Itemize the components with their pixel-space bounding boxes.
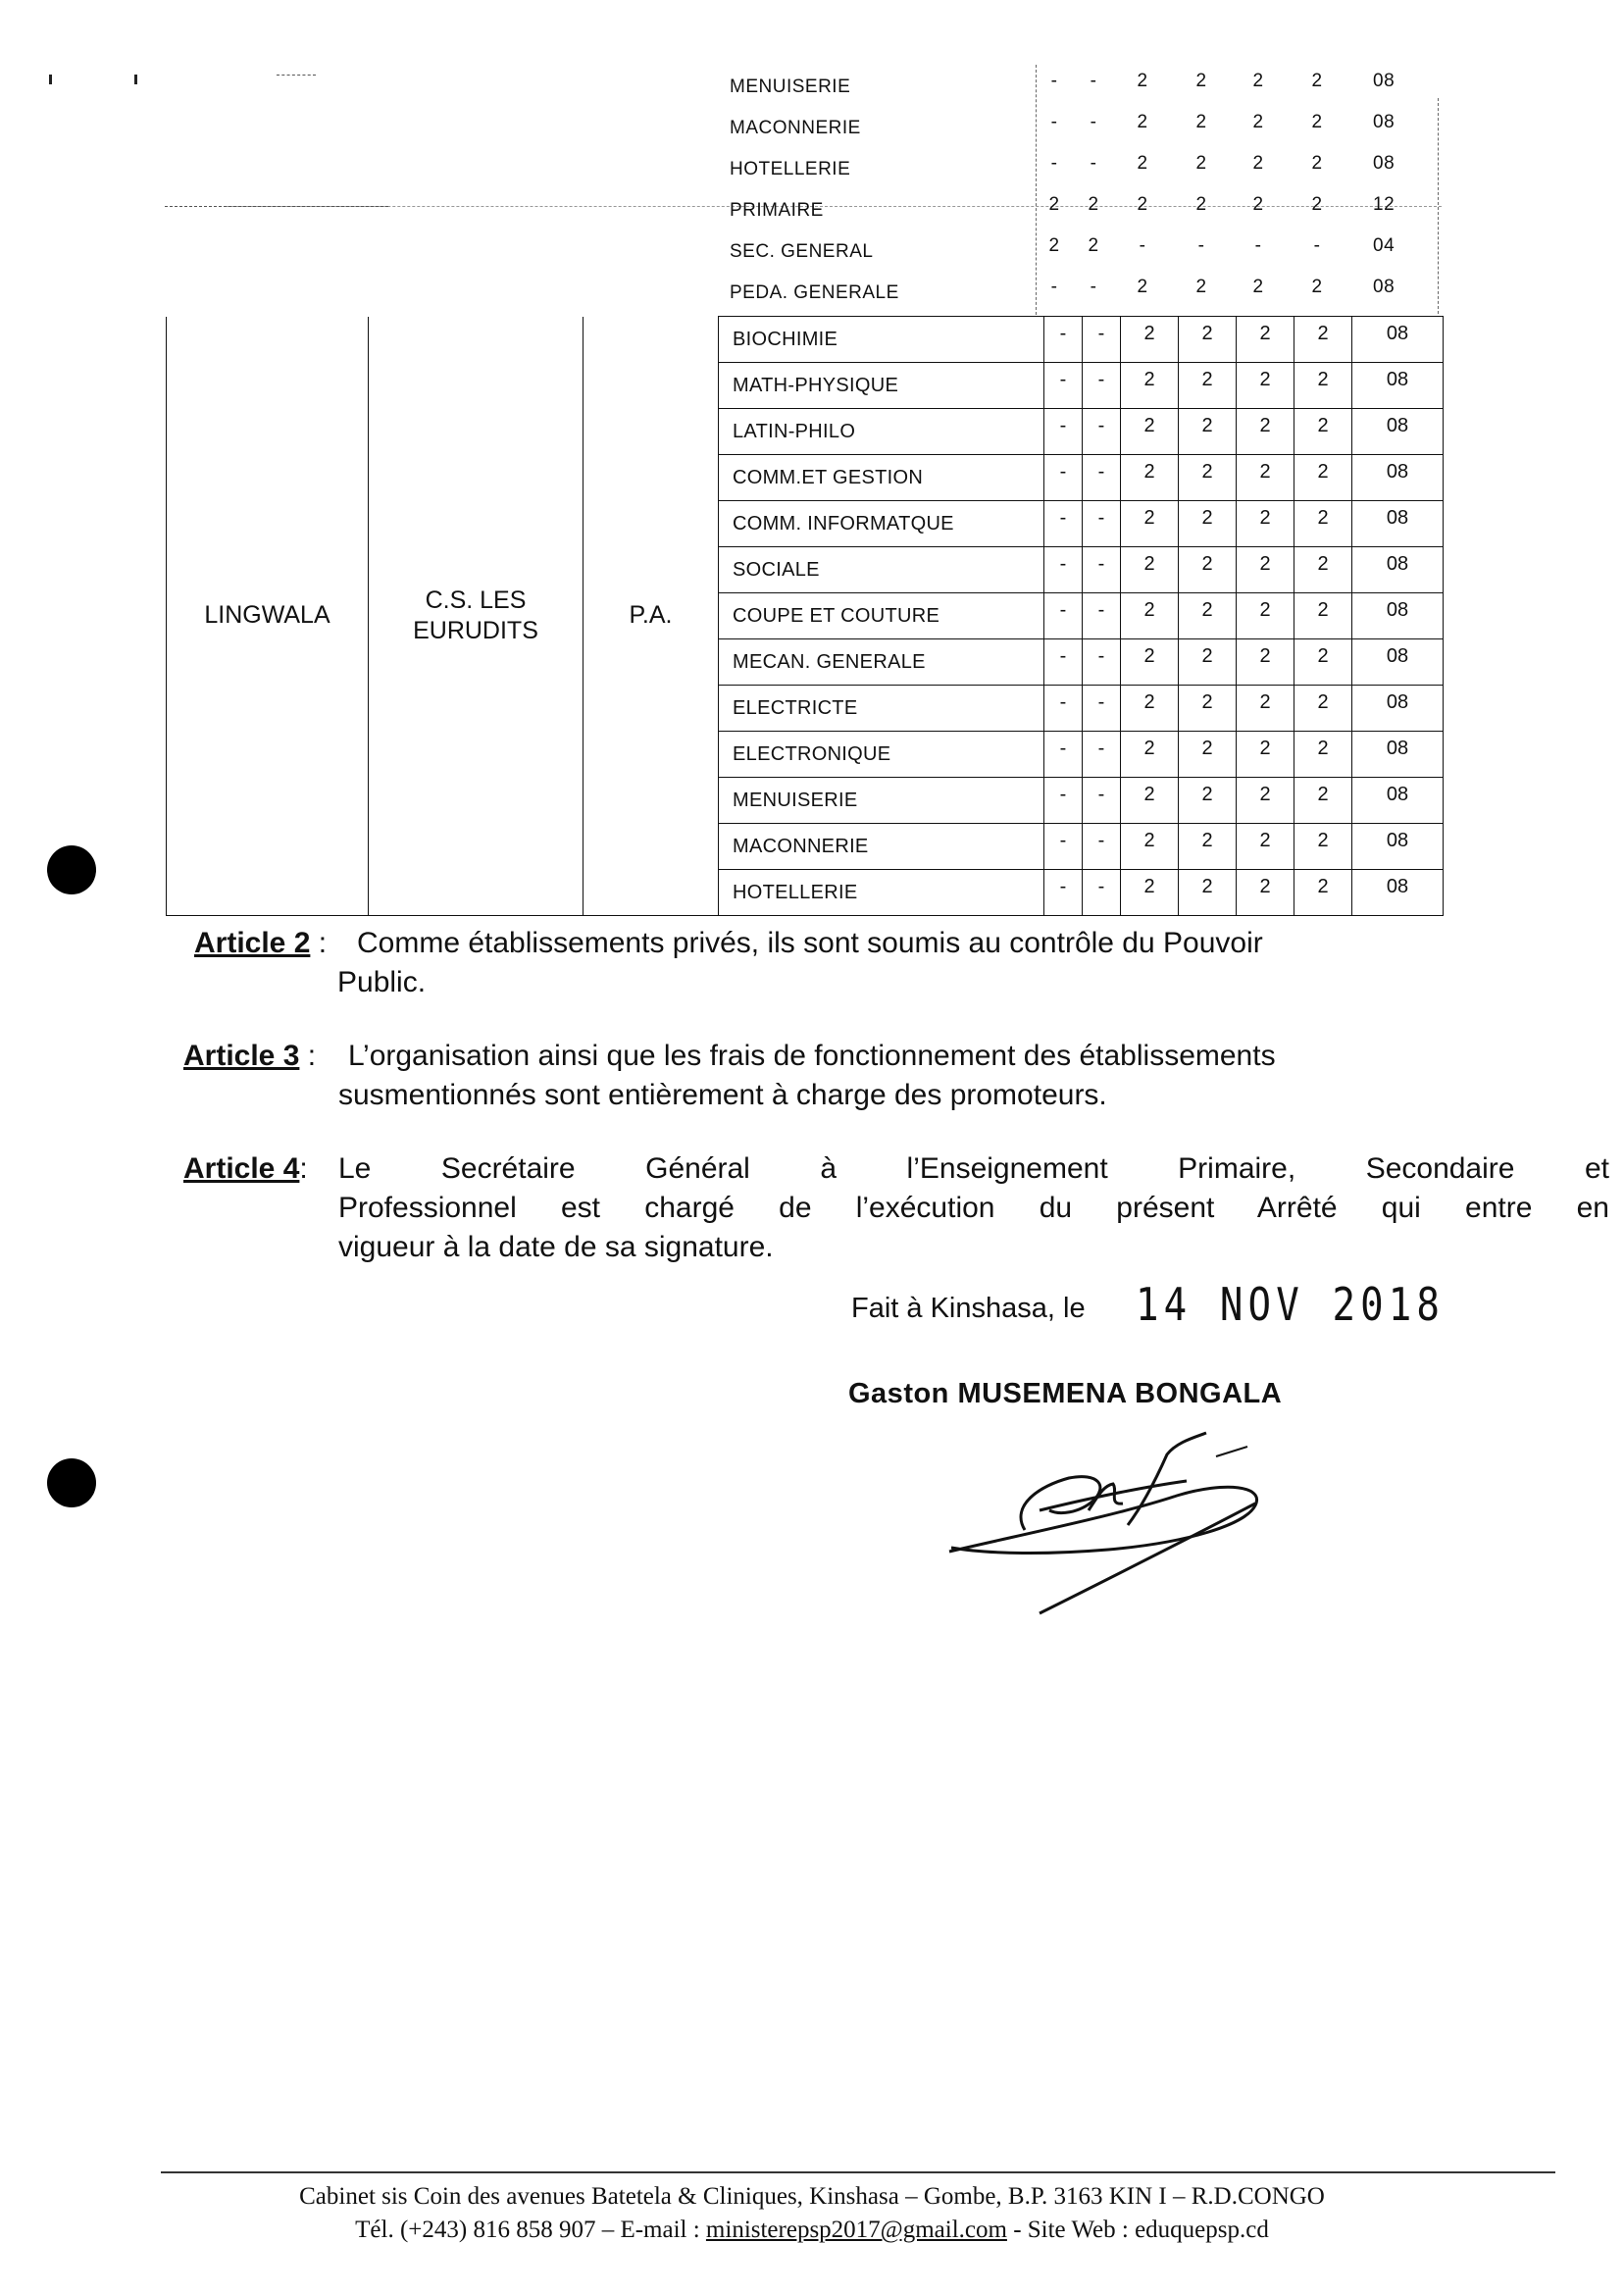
article-line: Comme établissements privés, ils sont soumis au contrôle du Pouvoir xyxy=(357,927,1263,959)
province-cell xyxy=(167,317,369,916)
subject-cell: COUPE ET COUTURE xyxy=(719,593,1044,639)
cell: - xyxy=(1090,71,1097,91)
cell: - xyxy=(1044,639,1083,686)
total-cell: 08 xyxy=(1352,501,1444,547)
subject-cell: MENUISERIE xyxy=(730,76,851,97)
cell: 2 xyxy=(1179,363,1237,409)
cell: 2 xyxy=(1294,639,1352,686)
subject-cell: MENUISERIE xyxy=(719,778,1044,824)
footer-address: Cabinet sis Coin des avenues Batetela & Cliniques, Kinshasa – Gombe, B.P. 3163 KIN I – R.D.CONGO xyxy=(299,2183,1325,2210)
cell: 2 xyxy=(1137,71,1148,91)
cell: 2 xyxy=(1252,277,1264,297)
total-cell: 08 xyxy=(1352,870,1444,916)
cell: 2 xyxy=(1294,409,1352,455)
article-label: Article 3 xyxy=(183,1040,300,1072)
subject-cell: SEC. GENERAL xyxy=(730,241,874,262)
table-row xyxy=(716,106,1442,147)
cell: 2 xyxy=(1294,732,1352,778)
cell: - xyxy=(1050,277,1058,297)
cell: 2 xyxy=(1294,686,1352,732)
cell: 2 xyxy=(1311,71,1323,91)
speck-mark xyxy=(49,75,52,84)
cell: 2 xyxy=(1195,277,1207,297)
cell: 2 xyxy=(1237,824,1294,870)
cell: 2 xyxy=(1048,235,1060,256)
cell: - xyxy=(1083,317,1121,363)
cell: - xyxy=(1083,501,1121,547)
subject-cell: MACONNERIE xyxy=(730,118,861,138)
cell: 2 xyxy=(1294,593,1352,639)
article-line: vigueur à la date de sa signature. xyxy=(338,1231,774,1263)
cell: 2 xyxy=(1237,409,1294,455)
article-text xyxy=(357,924,1622,963)
handwritten-signature xyxy=(932,1427,1304,1623)
subject-cell: HOTELLERIE xyxy=(719,870,1044,916)
footer-email-link[interactable]: ministerepsp2017@gmail.com xyxy=(705,2217,1007,2243)
place-date-label: Fait à Kinshasa, le xyxy=(851,1293,1086,1324)
cell: - xyxy=(1083,824,1121,870)
total-cell: 12 xyxy=(1373,194,1396,215)
cell: 2 xyxy=(1121,593,1179,639)
cell: 2 xyxy=(1179,639,1237,686)
cell: - xyxy=(1044,778,1083,824)
punch-hole xyxy=(47,1458,96,1507)
subject-cell: PRIMAIRE xyxy=(730,200,824,221)
province-name: LINGWALA xyxy=(204,601,330,630)
cell: 2 xyxy=(1121,824,1179,870)
cell: - xyxy=(1083,639,1121,686)
continued-table-rows xyxy=(716,65,1442,312)
cell: 2 xyxy=(1088,235,1099,256)
cell: - xyxy=(1044,317,1083,363)
cell: - xyxy=(1083,686,1121,732)
cell: - xyxy=(1044,547,1083,593)
cell: - xyxy=(1044,501,1083,547)
cell: 2 xyxy=(1294,363,1352,409)
cell: - xyxy=(1083,593,1121,639)
cell: 2 xyxy=(1252,112,1264,132)
total-cell: 08 xyxy=(1373,71,1396,91)
footer-phone: Tél. (+243) 816 858 907 – E-mail : xyxy=(355,2217,706,2243)
cell: 2 xyxy=(1121,778,1179,824)
subject-cell: MATH-PHYSIQUE xyxy=(719,363,1044,409)
cell: 2 xyxy=(1121,317,1179,363)
cell: 2 xyxy=(1294,501,1352,547)
cell: 2 xyxy=(1311,112,1323,132)
article-separator: : xyxy=(299,1040,317,1072)
cell: - xyxy=(1083,455,1121,501)
cell: 2 xyxy=(1311,153,1323,174)
cell: 2 xyxy=(1311,277,1323,297)
cell: 2 xyxy=(1237,317,1294,363)
school-options-table xyxy=(166,316,1444,916)
cell: 2 xyxy=(1137,194,1148,215)
cell: 2 xyxy=(1179,547,1237,593)
table-row xyxy=(716,229,1442,271)
cell: - xyxy=(1044,455,1083,501)
subject-cell: MACONNERIE xyxy=(719,824,1044,870)
subject-cell: PEDA. GENERALE xyxy=(730,282,899,303)
cell: 2 xyxy=(1179,501,1237,547)
cell: 2 xyxy=(1179,824,1237,870)
table-row xyxy=(167,317,1444,363)
cell: - xyxy=(1139,235,1146,256)
article-line: L’organisation ainsi que les frais de fonctionnement des établissements xyxy=(348,1040,1276,1072)
school-code: P.A. xyxy=(629,601,673,630)
punch-hole xyxy=(47,845,96,894)
article-label: Article 4 xyxy=(183,1152,300,1185)
total-cell: 08 xyxy=(1352,547,1444,593)
cell: - xyxy=(1044,686,1083,732)
total-cell: 08 xyxy=(1352,317,1444,363)
cell: 2 xyxy=(1195,194,1207,215)
total-cell: 08 xyxy=(1373,112,1396,132)
cell: 2 xyxy=(1252,71,1264,91)
article-separator: : xyxy=(310,927,328,959)
cell: 2 xyxy=(1179,317,1237,363)
cell: 2 xyxy=(1137,112,1148,132)
cell: 2 xyxy=(1179,778,1237,824)
cell: - xyxy=(1090,277,1097,297)
school-code-cell xyxy=(584,317,719,916)
total-cell: 08 xyxy=(1352,778,1444,824)
total-cell: 04 xyxy=(1373,235,1396,256)
table-row xyxy=(716,65,1442,106)
cell: - xyxy=(1044,824,1083,870)
subject-cell: LATIN-PHILO xyxy=(719,409,1044,455)
table-row xyxy=(716,271,1442,312)
cell: 2 xyxy=(1294,824,1352,870)
article-3 xyxy=(183,1037,1276,1111)
total-cell: 08 xyxy=(1352,824,1444,870)
cell: 2 xyxy=(1179,870,1237,916)
cell: 2 xyxy=(1237,778,1294,824)
cell: 2 xyxy=(1121,455,1179,501)
cell: - xyxy=(1044,732,1083,778)
cell: 2 xyxy=(1121,363,1179,409)
cell: - xyxy=(1313,235,1321,256)
cell: - xyxy=(1050,112,1058,132)
cell: - xyxy=(1083,363,1121,409)
cell: 2 xyxy=(1088,194,1099,215)
footer-contact xyxy=(0,2217,1624,2244)
signer-name: Gaston MUSEMENA BONGALA xyxy=(848,1378,1283,1409)
cell: - xyxy=(1050,71,1058,91)
total-cell: 08 xyxy=(1352,409,1444,455)
cell: 2 xyxy=(1179,409,1237,455)
cell: 2 xyxy=(1252,153,1264,174)
cell: 2 xyxy=(1048,194,1060,215)
table-rule xyxy=(277,75,316,76)
subject-cell: MECAN. GENERALE xyxy=(719,639,1044,686)
cell: 2 xyxy=(1137,153,1148,174)
cell: - xyxy=(1083,870,1121,916)
footer-rule xyxy=(161,2171,1555,2173)
article-4 xyxy=(183,1149,1609,1263)
cell: 2 xyxy=(1121,732,1179,778)
total-cell: 08 xyxy=(1352,686,1444,732)
article-line: Public. xyxy=(337,966,427,998)
cell: 2 xyxy=(1237,455,1294,501)
cell: 2 xyxy=(1121,547,1179,593)
total-cell: 08 xyxy=(1352,593,1444,639)
cell: 2 xyxy=(1195,71,1207,91)
cell: 2 xyxy=(1237,363,1294,409)
article-line: susmentionnés sont entièrement à charge des promoteurs. xyxy=(338,1079,1107,1111)
cell: - xyxy=(1254,235,1262,256)
subject-cell: COMM. INFORMATQUE xyxy=(719,501,1044,547)
cell: 2 xyxy=(1294,870,1352,916)
table-row xyxy=(716,188,1442,229)
date-stamp: 14 NOV 2018 xyxy=(1136,1278,1446,1331)
cell: 2 xyxy=(1294,455,1352,501)
footer-website: - Site Web : eduquepsp.cd xyxy=(1006,2217,1269,2243)
cell: 2 xyxy=(1121,409,1179,455)
cell: - xyxy=(1083,409,1121,455)
subject-cell: HOTELLERIE xyxy=(730,159,851,179)
cell: 2 xyxy=(1121,639,1179,686)
article-label: Article 2 xyxy=(194,927,311,959)
cell: 2 xyxy=(1179,593,1237,639)
table-row xyxy=(716,147,1442,188)
school-name-line: C.S. LES xyxy=(425,586,527,614)
cell: 2 xyxy=(1179,455,1237,501)
cell: 2 xyxy=(1237,501,1294,547)
cell: - xyxy=(1197,235,1205,256)
article-line: Le Secrétaire Général à l’Enseignement Primaire, Secondaire et xyxy=(338,1152,1609,1185)
cell: 2 xyxy=(1237,732,1294,778)
cell: - xyxy=(1044,870,1083,916)
cell: 2 xyxy=(1121,870,1179,916)
cell: 2 xyxy=(1294,317,1352,363)
article-line: Professionnel est chargé de l’exécution du présent Arrêté qui entre en xyxy=(338,1192,1609,1224)
total-cell: 08 xyxy=(1352,732,1444,778)
cell: 2 xyxy=(1121,686,1179,732)
total-cell: 08 xyxy=(1352,639,1444,686)
cell: - xyxy=(1090,153,1097,174)
cell: - xyxy=(1090,112,1097,132)
subject-cell: COMM.ET GESTION xyxy=(719,455,1044,501)
cell: 2 xyxy=(1137,277,1148,297)
cell: 2 xyxy=(1237,593,1294,639)
cell: 2 xyxy=(1195,153,1207,174)
total-cell: 08 xyxy=(1352,455,1444,501)
cell: 2 xyxy=(1252,194,1264,215)
cell: 2 xyxy=(1195,112,1207,132)
cell: 2 xyxy=(1121,501,1179,547)
cell: - xyxy=(1083,732,1121,778)
school-name-cell xyxy=(369,317,584,916)
cell: - xyxy=(1044,593,1083,639)
cell: 2 xyxy=(1294,547,1352,593)
cell: 2 xyxy=(1237,547,1294,593)
subject-cell: ELECTRONIQUE xyxy=(719,732,1044,778)
cell: - xyxy=(1044,363,1083,409)
article-separator: : xyxy=(299,1152,308,1185)
subject-cell: ELECTRICTE xyxy=(719,686,1044,732)
cell: 2 xyxy=(1237,686,1294,732)
cell: 2 xyxy=(1237,870,1294,916)
subject-cell: SOCIALE xyxy=(719,547,1044,593)
cell: - xyxy=(1083,547,1121,593)
speck-mark xyxy=(134,75,137,84)
cell: 2 xyxy=(1179,686,1237,732)
cell: 2 xyxy=(1179,732,1237,778)
cell: 2 xyxy=(1311,194,1323,215)
cell: - xyxy=(1044,409,1083,455)
cell: - xyxy=(1083,778,1121,824)
article-2 xyxy=(194,924,1263,998)
cell: - xyxy=(1050,153,1058,174)
cell: 2 xyxy=(1237,639,1294,686)
subject-cell: BIOCHIMIE xyxy=(719,317,1044,363)
total-cell: 08 xyxy=(1373,153,1396,174)
cell: 2 xyxy=(1294,778,1352,824)
total-cell: 08 xyxy=(1373,277,1396,297)
total-cell: 08 xyxy=(1352,363,1444,409)
school-name-line: EURUDITS xyxy=(413,616,538,644)
